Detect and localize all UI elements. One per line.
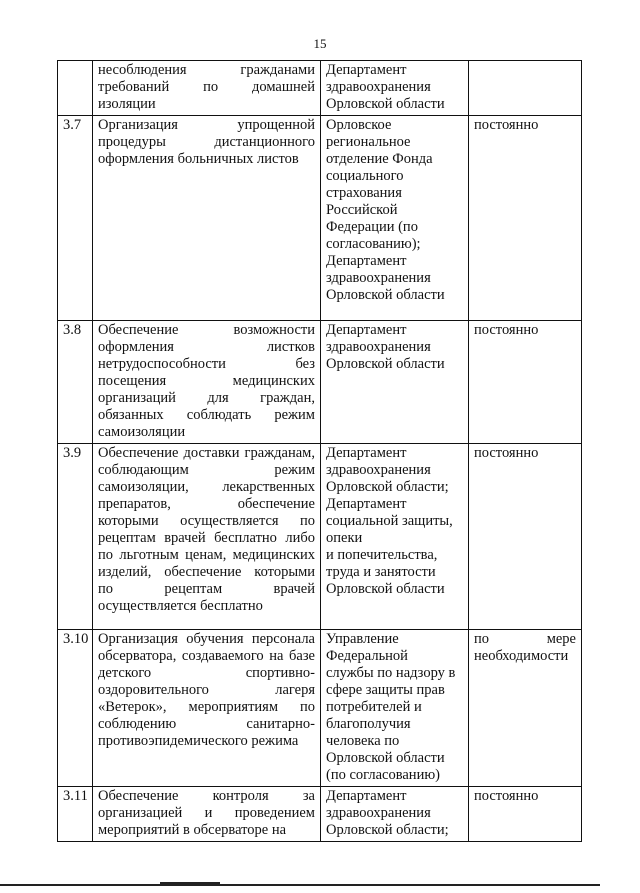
deadline: постоянно [469, 321, 582, 444]
deadline: постоянно [469, 787, 582, 842]
responsible-party: Управление Федеральной службы по надзору в сфере защиты прав потребителей и благополучия человека по Орловской области (по согласованию) [321, 630, 469, 787]
responsible-party: Орловское региональное отделение Фонда социального страхования Российской Федерации (по согласованию); Департамент здравоохранения Орловской области [321, 116, 469, 321]
table-row [58, 61, 582, 116]
row-number: 3.7 [58, 116, 93, 321]
measure-description: Обеспечение доставки гражданам, соблюдающим режим самоизоляции, лекарственных препаратов, обеспечение которыми осуществляется по рецептам врачей бесплатно либо по льготным ценам, медицинских изделий, обеспечение которыми по рецептам врачей осуществляется бесплатно [93, 444, 321, 630]
table-row [58, 444, 582, 630]
table-row [58, 630, 582, 787]
measure-description: Организация упрощенной процедуры дистанционного оформления больничных листов [93, 116, 321, 321]
measure-description: Обеспечение возможности оформления листков нетрудоспособности без посещения медицинских организаций для граждан, обязанных соблюдать режим самоизоляции [93, 321, 321, 444]
table-row [58, 787, 582, 842]
row-number: 3.9 [58, 444, 93, 630]
row-number: 3.8 [58, 321, 93, 444]
deadline [469, 61, 582, 116]
row-number: 3.10 [58, 630, 93, 787]
deadline: по мере необходимости [469, 630, 582, 787]
deadline: постоянно [469, 444, 582, 630]
table-row [58, 116, 582, 321]
deadline: постоянно [469, 116, 582, 321]
measure-description: несоблюдения гражданами требований по домашней изоляции [93, 61, 321, 116]
page-bottom-mark [160, 882, 220, 886]
page-number: 15 [313, 36, 327, 51]
responsible-party: Департамент здравоохранения Орловской области; Департамент социальной защиты, опеки и попечительства, труда и занятости Орловской области [321, 444, 469, 630]
measure-description: Обеспечение контроля за организацией и проведением мероприятий в обсерваторе на [93, 787, 321, 842]
row-number: 3.11 [58, 787, 93, 842]
responsible-party: Департамент здравоохранения Орловской области; [321, 787, 469, 842]
page-bottom-rule [0, 884, 600, 886]
measures-table [57, 60, 582, 842]
table-row [58, 321, 582, 444]
measure-description: Организация обучения персонала обсерватора, создаваемого на базе детского спортивно-оздоровительного лагеря «Ветерок», мероприятиям по соблюдению санитарно-противоэпидемического режима [93, 630, 321, 787]
responsible-party: Департамент здравоохранения Орловской области [321, 61, 469, 116]
responsible-party: Департамент здравоохранения Орловской области [321, 321, 469, 444]
row-number [58, 61, 93, 116]
